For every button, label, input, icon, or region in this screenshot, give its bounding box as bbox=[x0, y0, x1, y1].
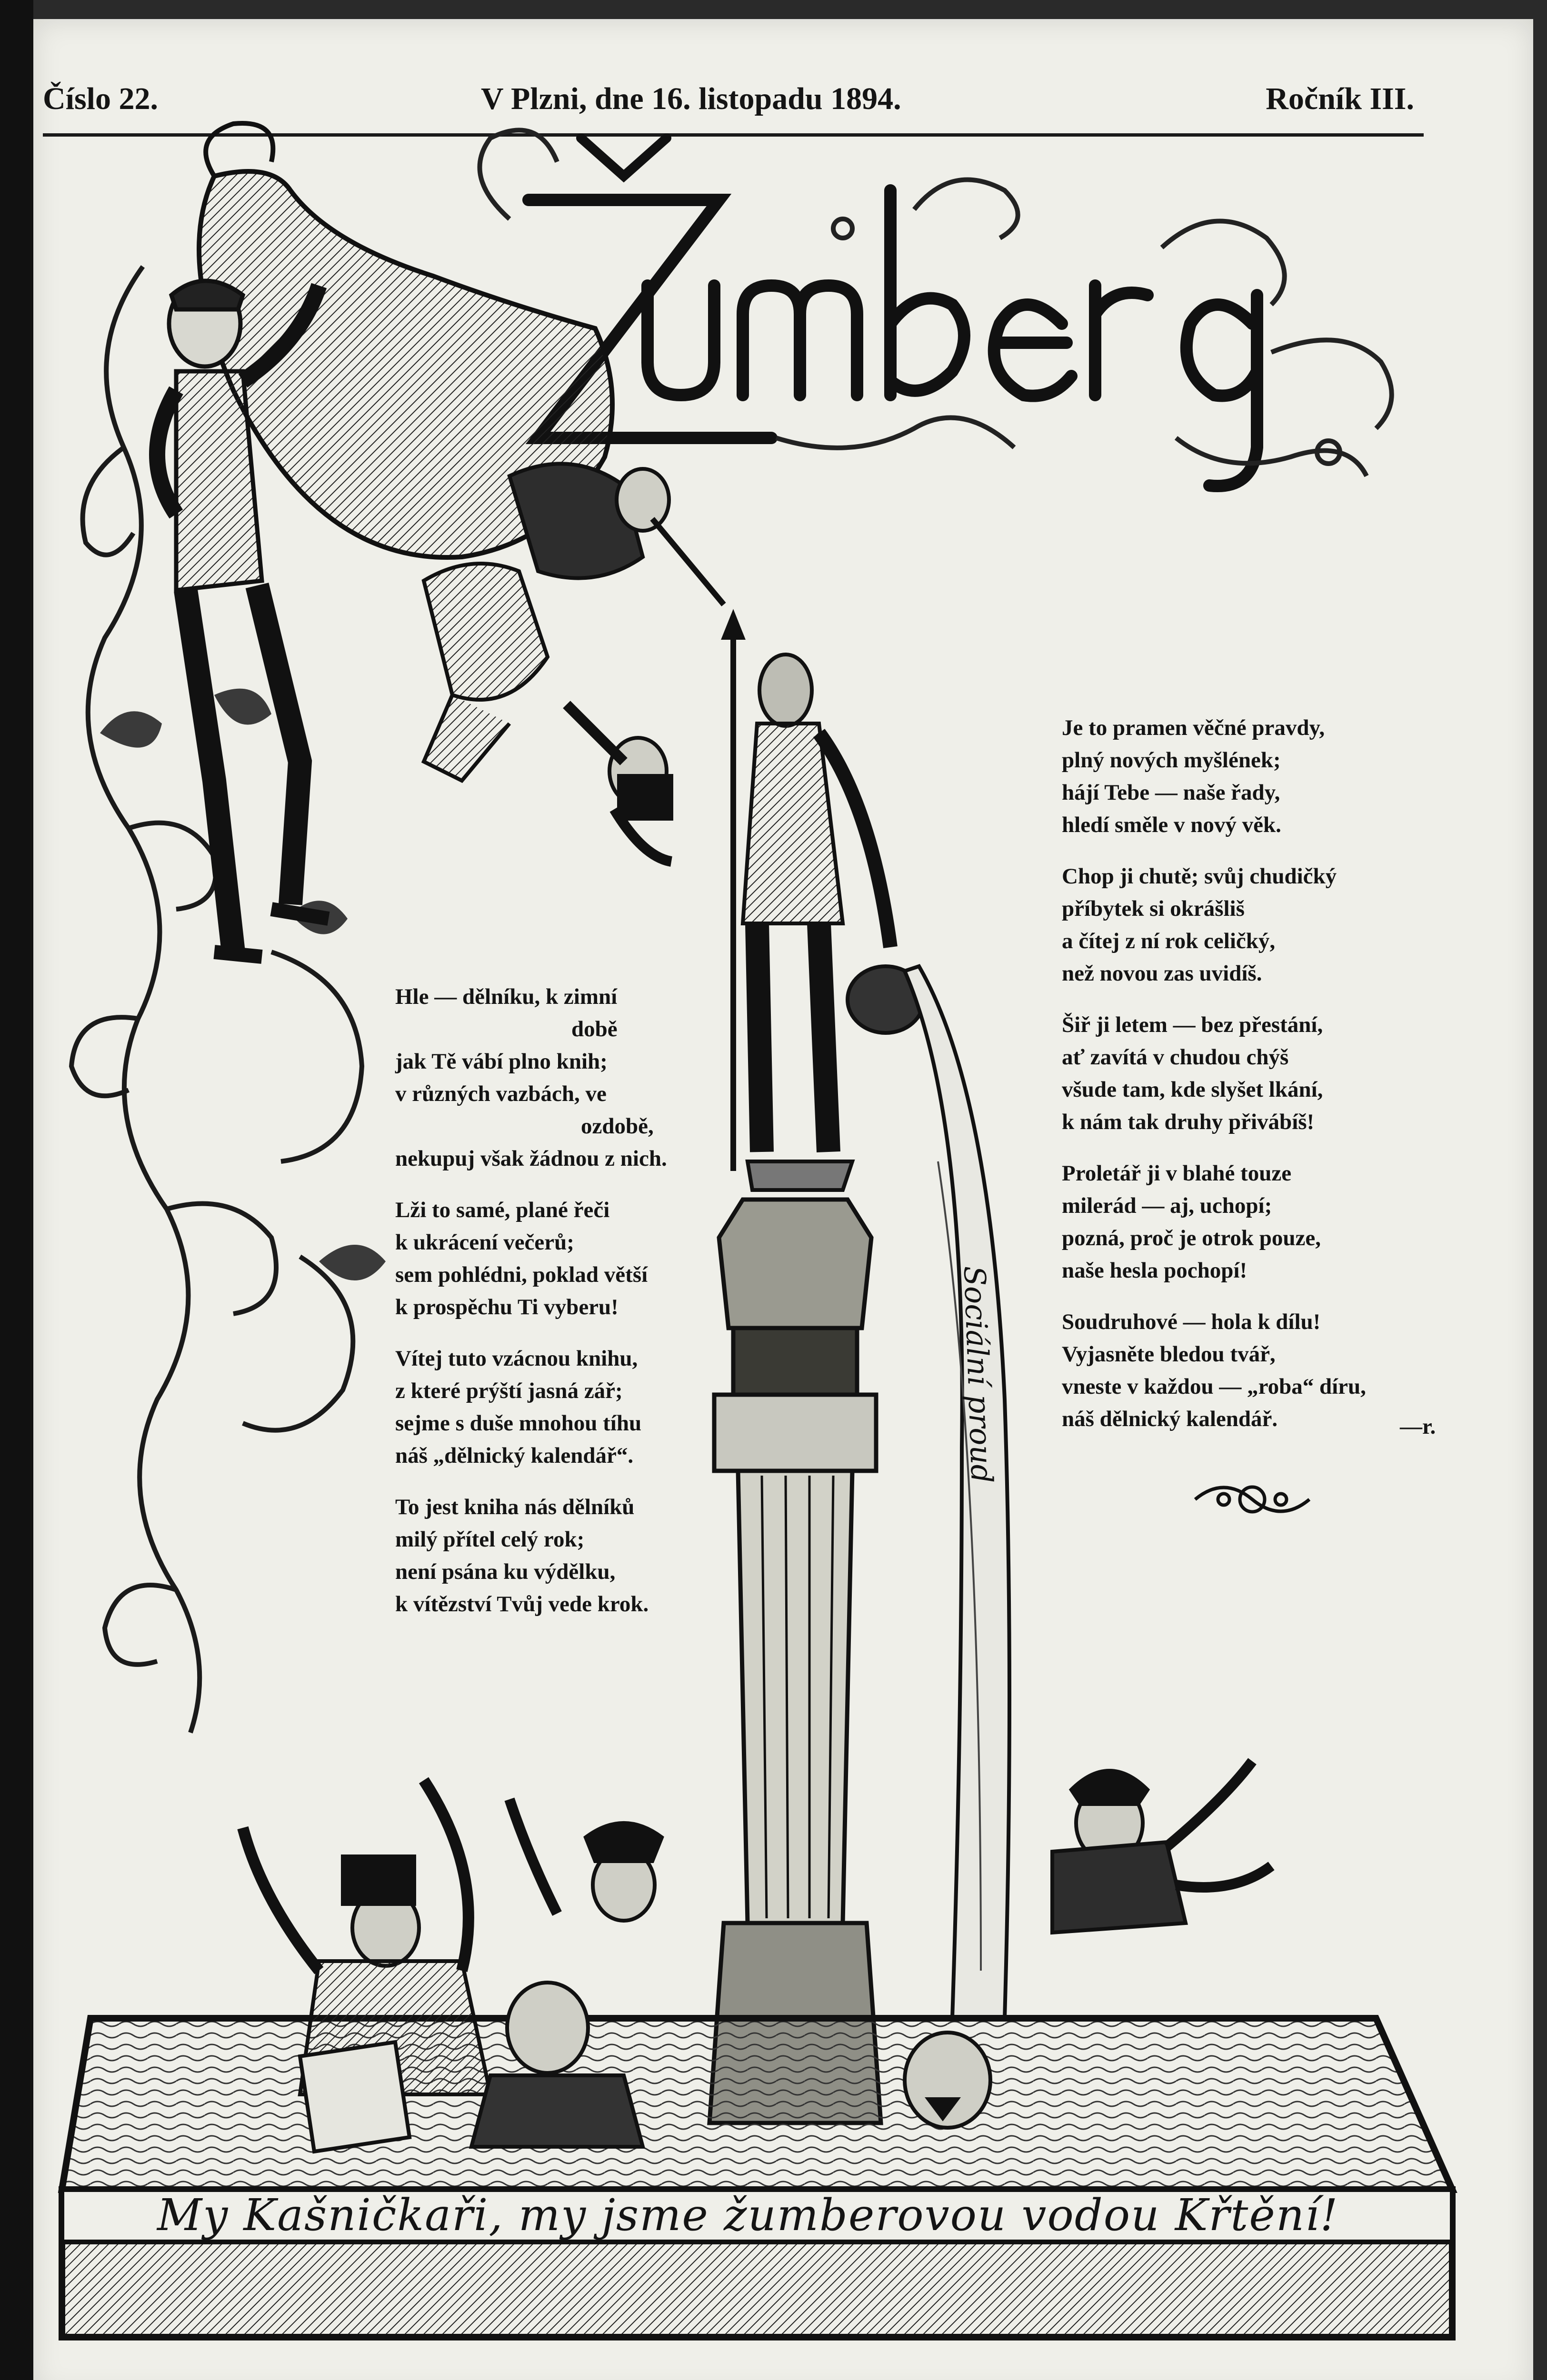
stanza bbox=[1062, 712, 1471, 841]
poem-line: k prospěchu Ti vyberu! bbox=[395, 1295, 619, 1319]
poem-line: než novou zas uvidíš. bbox=[1062, 961, 1262, 986]
stanza bbox=[395, 1342, 700, 1472]
poem-line: Chop ji chutě; svůj chudičký bbox=[1062, 864, 1337, 889]
poem-line: Šiř ji letem — bez přestání, bbox=[1062, 1012, 1323, 1037]
poem-line: Vítej tuto vzácnou knihu, bbox=[395, 1346, 638, 1371]
poem-line: jak Tě vábí plno knih; bbox=[395, 1049, 608, 1074]
poem-line: plný nových myšlének; bbox=[1062, 748, 1281, 773]
poem-line: hledí směle v nový věk. bbox=[1062, 813, 1281, 837]
poem-line: vneste v každou — „roba“ díru, bbox=[1062, 1374, 1366, 1399]
poem-signature: —r. bbox=[1400, 1414, 1436, 1439]
poem-line: k ukrácení večerů; bbox=[395, 1230, 574, 1255]
poem-line: hájí Tebe — naše řady, bbox=[1062, 780, 1280, 805]
poem-line: Lži to samé, plané řeči bbox=[395, 1198, 610, 1222]
stanza bbox=[395, 1194, 700, 1323]
water-stream bbox=[905, 966, 1009, 2018]
poem-line: naše hesla pochopí! bbox=[1062, 1258, 1248, 1283]
stanza bbox=[395, 1491, 700, 1620]
poem-line: z které prýští jasná zář; bbox=[395, 1378, 623, 1403]
poem-line: milý přítel celý rok; bbox=[395, 1527, 585, 1552]
poem-line: Je to pramen věčné pravdy, bbox=[1062, 715, 1325, 740]
stream-label: Sociální proud bbox=[957, 1265, 999, 1484]
poem-line: nekupuj však žádnou z nich. bbox=[395, 1146, 667, 1171]
poem-line: sejme s duše mnohou tíhu bbox=[395, 1411, 642, 1436]
stanza bbox=[1062, 860, 1471, 990]
poem-line: není psána ku výdělku, bbox=[395, 1559, 616, 1584]
poem-line: Proletář ji v blahé touze bbox=[1062, 1161, 1292, 1186]
poem-line: době bbox=[571, 1017, 618, 1041]
poem-line: Vyjasněte bledou tvář, bbox=[1062, 1342, 1276, 1367]
poem-line: náš dělnický kalendář. bbox=[1062, 1407, 1278, 1431]
poem-line: k vítězství Tvůj vede krok. bbox=[395, 1592, 649, 1616]
date-line: V Plzni, dne 16. listopadu 1894. bbox=[481, 81, 901, 116]
stanza bbox=[1062, 1157, 1471, 1287]
poem-line: v různých vazbách, ve bbox=[395, 1081, 607, 1106]
poem-line: ozdobě, bbox=[581, 1114, 654, 1139]
poem-line: příbytek si okrášliš bbox=[1062, 896, 1245, 921]
fountain-basin bbox=[62, 2018, 1452, 2337]
poem-line: ať zavítá v chudou chýš bbox=[1062, 1045, 1289, 1070]
poem-line: Hle — dělníku, k zimní bbox=[395, 984, 618, 1009]
poem-right bbox=[1062, 712, 1471, 1454]
ornament-flourish bbox=[1195, 1487, 1309, 1512]
poem-line: k nám tak druhy přivábíš! bbox=[1062, 1110, 1315, 1134]
stanza bbox=[395, 981, 700, 1175]
basin-caption: My Kašničkaři, my jsme žumberovou vodou Křtění! bbox=[157, 2190, 1339, 2241]
poem-line: milerád — aj, uchopí; bbox=[1062, 1193, 1272, 1218]
title-lettering bbox=[480, 130, 1392, 486]
poem-left bbox=[395, 981, 700, 1639]
poem-line: Soudruhové — hola k dílu! bbox=[1062, 1309, 1321, 1334]
volume-number: Ročník III. bbox=[1266, 81, 1414, 116]
leaf-icons bbox=[100, 689, 386, 1280]
column bbox=[709, 1200, 881, 2123]
scan-edge bbox=[0, 0, 33, 2380]
issue-number: Číslo 22. bbox=[43, 81, 159, 116]
stanza bbox=[1062, 1009, 1471, 1138]
poem-line: sem pohlédni, poklad větší bbox=[395, 1262, 648, 1287]
poem-line: a čítej z ní rok celičký, bbox=[1062, 929, 1276, 953]
knight-statue bbox=[724, 614, 924, 1190]
newspaper-page bbox=[33, 19, 1533, 2380]
poem-line: náš „dělnický kalendář“. bbox=[395, 1443, 634, 1468]
poem-line: pozná, proč je otrok pouze, bbox=[1062, 1226, 1321, 1250]
poem-line: To jest kniha nás dělníků bbox=[395, 1495, 635, 1519]
poem-line: všude tam, kde slyšet lkání, bbox=[1062, 1077, 1323, 1102]
